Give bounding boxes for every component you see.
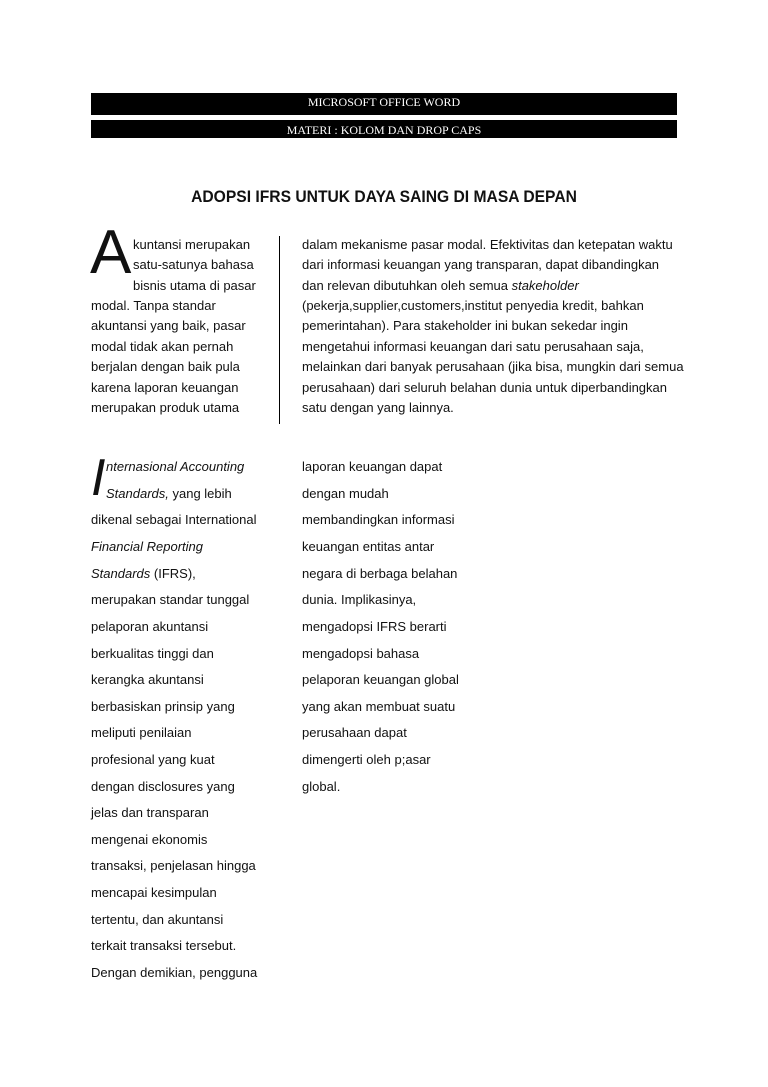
text-line: dimengerti oleh p;asar <box>302 752 431 767</box>
italic-phrase: Standards <box>91 566 151 581</box>
text-line: terkait transaksi tersebut. <box>91 938 237 953</box>
text-line: pelaporan keuangan global <box>302 672 459 687</box>
text-line: pelaporan akuntansi <box>91 619 209 634</box>
text-line: (pekerja,supplier,customers,institut penyedia kredit, bahkan <box>302 298 644 313</box>
text-line: merupakan standar tunggal <box>91 592 250 607</box>
text-line: Dengan demikian, pengguna <box>91 965 258 980</box>
text-line: modal tidak akan pernah <box>91 339 234 354</box>
text-line: satu dengan yang lainnya. <box>302 400 454 415</box>
header-line-1: MICROSOFT OFFICE WORD <box>91 93 677 114</box>
text-segment: yang lebih <box>168 486 232 501</box>
text-line: profesional yang kuat <box>91 752 215 767</box>
text-line: dalam mekanisme pasar modal. Efektivitas dan ketepatan waktu <box>302 237 673 252</box>
text-line: perusahaan) dari seluruh belahan dunia untuk diperbandingkan <box>302 380 667 395</box>
text-line: dikenal sebagai International <box>91 512 257 527</box>
text-line: pemerintahan). Para stakeholder ini bukan sekedar ingin <box>302 318 628 333</box>
italic-word: stakeholder <box>511 278 579 293</box>
text-line: dunia. Implikasinya, <box>302 592 417 607</box>
text-line: satu-satunya bahasa <box>133 257 254 272</box>
text-line <box>106 486 232 501</box>
text-line: Financial Reporting <box>91 539 204 554</box>
text-line: akuntansi yang baik, pasar <box>91 318 246 333</box>
drop-cap-i: I <box>91 449 106 507</box>
text-line: yang akan membuat suatu <box>302 699 456 714</box>
text-segment: (IFRS), <box>150 566 196 581</box>
text-line: mengetahui informasi keuangan dari satu perusahaan saja, <box>302 339 644 354</box>
text-line: kerangka akuntansi <box>91 672 204 687</box>
text-line: kuntansi merupakan <box>133 237 251 252</box>
text-line: transaksi, penjelasan hingga <box>91 858 256 873</box>
text-line: mengenai ekonomis <box>91 832 208 847</box>
text-line: tertentu, dan akuntansi <box>91 912 224 927</box>
header-separator <box>91 114 677 121</box>
text-line: keuangan entitas antar <box>302 539 435 554</box>
document-title: ADOPSI IFRS UNTUK DAYA SAING DI MASA DEPAN <box>191 187 577 206</box>
text-line: berbasiskan prinsip yang <box>91 699 235 714</box>
italic-phrase: Standards, <box>106 486 169 501</box>
text-line: mencapai kesimpulan <box>91 885 217 900</box>
text-line <box>91 566 196 581</box>
text-line: global. <box>302 779 341 794</box>
text-line: dari informasi keuangan yang transparan, dapat dibandingkan <box>302 257 660 272</box>
header-line-2: MATERI : KOLOM DAN DROP CAPS <box>91 121 677 138</box>
text-line: berjalan dengan baik pula <box>91 359 240 374</box>
text-line: jelas dan transparan <box>91 805 209 820</box>
text-line: mengadopsi IFRS berarti <box>302 619 447 634</box>
text-line: merupakan produk utama <box>91 400 240 415</box>
text-line: mengadopsi bahasa <box>302 646 420 661</box>
text-segment: dan relevan dibutuhkan oleh semua <box>302 278 512 293</box>
text-line <box>302 278 579 293</box>
text-line: modal. Tanpa standar <box>91 298 216 313</box>
text-line: laporan keuangan dapat <box>302 459 443 474</box>
text-line: negara di berbaga belahan <box>302 566 458 581</box>
text-line: perusahaan dapat <box>302 725 407 740</box>
text-line: melainkan dari banyak perusahaan (jika bisa, mungkin dari semua <box>302 359 684 374</box>
text-line: nternasional Accounting <box>106 459 245 474</box>
text-line: dengan disclosures yang <box>91 779 235 794</box>
text-line: meliputi penilaian <box>91 725 192 740</box>
text-line: berkualitas tinggi dan <box>91 646 214 661</box>
text-line: bisnis utama di pasar <box>133 278 256 293</box>
column-divider <box>279 236 280 424</box>
text-line: dengan mudah <box>302 486 389 501</box>
text-line: membandingkan informasi <box>302 512 455 527</box>
text-line: karena laporan keuangan <box>91 380 239 395</box>
drop-cap-a: A <box>90 218 132 287</box>
